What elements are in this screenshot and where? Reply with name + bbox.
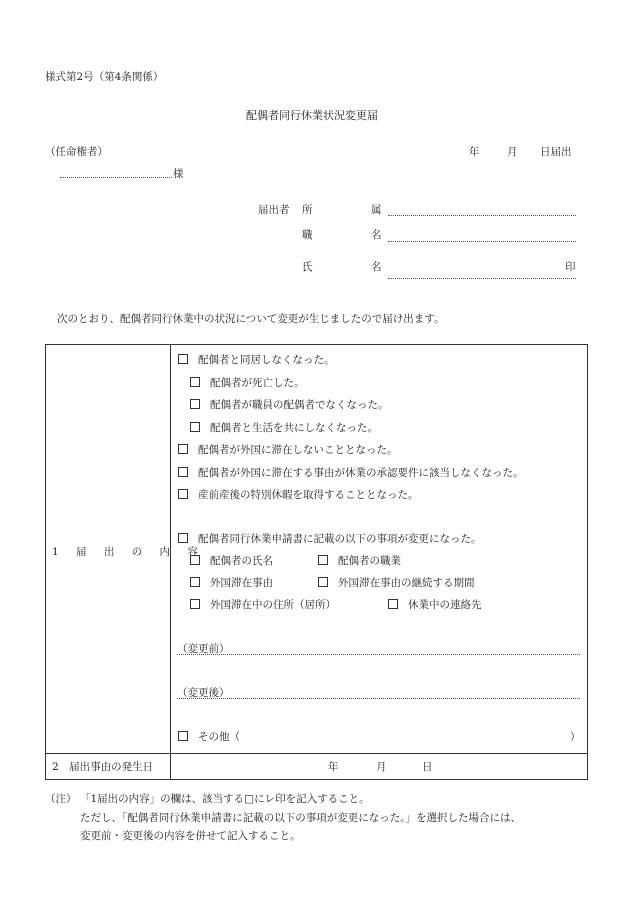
affiliation-field[interactable]	[388, 215, 576, 216]
item-not-living[interactable]: 配偶者と生活を共にしなくなった。	[190, 420, 378, 435]
item-maternity[interactable]: 産前産後の特別休暇を取得することとなった。	[178, 487, 419, 502]
form-number: 様式第2号（第4条関係）	[45, 71, 164, 83]
item-spouse-job[interactable]: 配偶者の職業	[318, 553, 401, 568]
date-day: 日届出	[540, 146, 572, 158]
row2-label: 2 届出事由の発生日	[52, 761, 154, 773]
item-not-qualify[interactable]: 配偶者が外国に滞在する事由が休業の承認要件に該当しなくなった。	[178, 465, 524, 480]
checkbox-icon[interactable]	[178, 731, 188, 741]
item-not-spouse[interactable]: 配偶者が職員の配偶者でなくなった。	[190, 397, 389, 412]
item-spouse-name[interactable]: 配偶者の氏名	[190, 553, 273, 568]
position-field[interactable]	[388, 241, 576, 242]
occur-month: 月	[376, 761, 387, 773]
after-label: （変更後）	[177, 687, 230, 699]
item-other[interactable]: その他（	[178, 729, 240, 744]
before-field[interactable]	[177, 654, 580, 655]
checkbox-icon[interactable]	[190, 399, 200, 409]
note-line3: 変更前・変更後の内容を併せて記入すること。	[80, 830, 301, 842]
checkbox-icon[interactable]	[178, 467, 188, 477]
item-contact[interactable]: 休業中の連絡先	[388, 597, 482, 612]
checkbox-icon[interactable]	[318, 577, 328, 587]
checkbox-icon[interactable]	[178, 444, 188, 454]
name-field[interactable]	[388, 278, 576, 279]
date-month: 月	[507, 146, 518, 158]
item-address[interactable]: 外国滞在中の住所（居所）	[190, 597, 336, 612]
before-label: （変更前）	[177, 643, 230, 655]
checkbox-icon[interactable]	[190, 555, 200, 565]
checkbox-icon[interactable]	[178, 354, 188, 364]
row1-label: 1 届 出 の 内 容	[52, 546, 205, 558]
occur-year: 年	[328, 761, 339, 773]
item-not-abroad[interactable]: 配偶者が外国に滞在しないこととなった。	[178, 442, 398, 457]
checkbox-icon[interactable]	[190, 599, 200, 609]
position-label: 職 名	[302, 229, 406, 241]
row-divider	[46, 753, 587, 754]
seal-mark: 印	[565, 261, 576, 273]
addressee-honorific: 様	[173, 168, 184, 180]
item-changed[interactable]: 配偶者同行休業申請書に記載の以下の事項が変更になった。	[178, 531, 482, 546]
checkbox-icon[interactable]	[388, 599, 398, 609]
intro-text: 次のとおり、配偶者同行休業中の状況について変更が生じましたので届け出ます。	[57, 313, 445, 325]
checkbox-icon[interactable]	[178, 489, 188, 499]
checkbox-icon[interactable]	[190, 377, 200, 387]
note-label: （注）	[45, 793, 77, 805]
note-line1: 「1届出の内容」の欄は、該当する□にレ印を記入すること。	[80, 793, 370, 805]
page-title: 配偶者同行休業状況変更届	[246, 109, 378, 122]
submitter-label: 届出者	[258, 204, 290, 216]
note-line2: ただし、「配偶者同行休業申請書に記載の以下の事項が変更になった。」を選択した場合には、	[80, 812, 521, 824]
item-cohabit[interactable]: 配偶者と同居しなくなった。	[178, 352, 335, 367]
after-field[interactable]	[177, 698, 580, 699]
checkbox-icon[interactable]	[178, 533, 188, 543]
date-year: 年	[469, 146, 480, 158]
affiliation-label: 所 属	[302, 204, 406, 216]
report-table	[45, 344, 588, 780]
occur-day: 日	[422, 761, 433, 773]
checkbox-icon[interactable]	[190, 577, 200, 587]
name-label: 氏 名	[302, 261, 406, 273]
addressee-label: （任命権者）	[45, 146, 108, 158]
other-close-paren: ）	[570, 731, 581, 743]
item-period[interactable]: 外国滞在事由の継続する期間	[318, 575, 475, 590]
addressee-name-field[interactable]	[60, 177, 172, 178]
item-reason[interactable]: 外国滞在事由	[190, 575, 273, 590]
item-died[interactable]: 配偶者が死亡した。	[190, 375, 305, 390]
checkbox-icon[interactable]	[190, 422, 200, 432]
column-divider	[170, 345, 171, 779]
checkbox-icon[interactable]	[318, 555, 328, 565]
